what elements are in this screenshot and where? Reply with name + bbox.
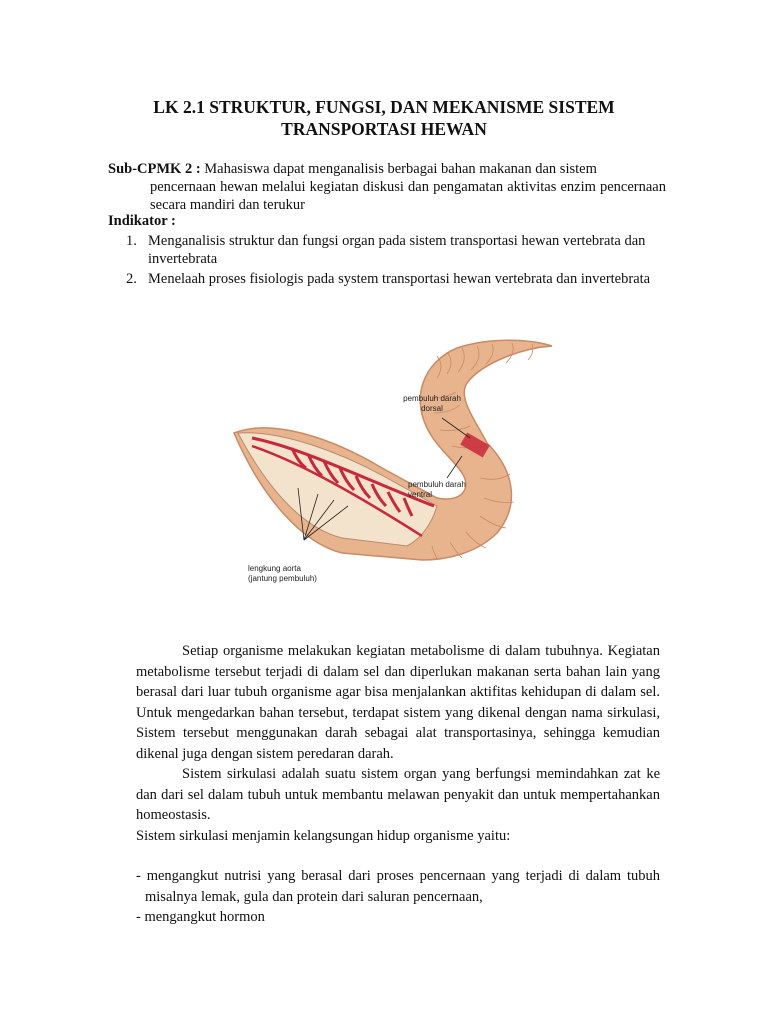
subcpmk-block — [108, 160, 666, 214]
earthworm-figure — [222, 338, 574, 598]
subcpmk-continuation: pencernaan hewan melalui kegiatan diskusi dan pengamatan aktivitas enzim pencernaan secara mandiri dan terukur — [150, 179, 666, 213]
indikator-number: 2. — [126, 271, 137, 287]
paragraph-1: Setiap organisme melakukan kegiatan metabolisme di dalam tubuhnya. Kegiatan metabolisme tersebut terjadi di dalam sel dan diperlukan makanan serta bahan lain yang berasal dari luar tubuh organisme agar bisa menjalankan aktifitas kehidupan di dalam sel. Untuk mengedarkan bahan tersebut, terdapat sistem yang dikenal dengan nama sirkulasi, Sistem tersebut menggunakan darah sebagai alat transportasinya, sehingga kemudian dikenal juga dengan sistem peredaran darah. — [136, 643, 660, 762]
subcpmk-label: Sub-CPMK 2 : — [108, 161, 201, 177]
title-line-2: TRANSPORTASI HEWAN — [281, 119, 487, 139]
indikator-heading: Indikator : — [108, 213, 176, 229]
paragraph-2: Sistem sirkulasi adalah suatu sistem organ yang berfungsi memindahkan zat ke dan dari sel dalam tubuh untuk membantu melawan penyakit dan untuk mempertahankan homeostasis. — [136, 766, 660, 823]
document-title — [0, 96, 768, 140]
indikator-item — [108, 232, 668, 268]
label-aorta-line2: (jantung pembuluh) — [248, 574, 317, 583]
indikator-text: Menelaah proses fisiologis pada system transportasi hewan vertebrata dan invertebrata — [148, 271, 651, 287]
indikator-number: 1. — [126, 233, 137, 249]
indikator-item — [108, 270, 668, 288]
body-text — [136, 641, 660, 928]
subcpmk-first-line: Mahasiswa dapat menganalisis berbagai bahan makanan dan sistem — [204, 161, 597, 177]
label-aorta — [248, 564, 348, 584]
paragraph-3: Sistem sirkulasi menjamin kelangsungan hidup organisme yaitu: — [136, 827, 511, 844]
label-ventral: pembuluh darah ventral — [408, 480, 466, 499]
label-aorta-line1: lengkung aorta — [248, 564, 301, 573]
earthworm-illustration — [222, 338, 574, 598]
bullet-item: - mengangkut nutrisi yang berasal dari proses pencernaan yang terjadi di dalam tubuh misalnya lemak, gula dan protein dari saluran pencernaan, — [136, 868, 660, 905]
title-line-1: LK 2.1 STRUKTUR, FUNGSI, DAN MEKANISME SISTEM — [153, 97, 615, 117]
bullet-item: - mengangkut hormon — [136, 909, 265, 925]
indikator-list — [108, 232, 668, 290]
label-dorsal: pembuluh darah dorsal — [403, 394, 461, 413]
indikator-text: Menganalisis struktur dan fungsi organ pada sistem transportasi hewan vertebrata dan invertebrata — [148, 233, 646, 267]
